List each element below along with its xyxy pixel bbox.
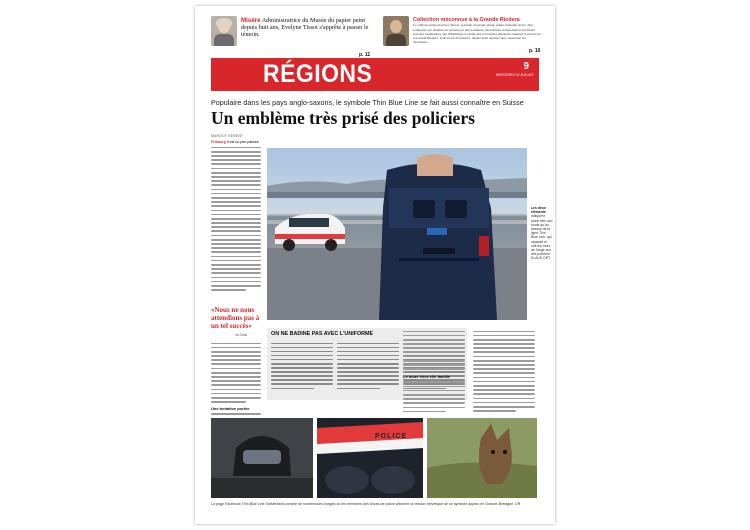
box-title: ON NE BADINE PAS AVEC L'UNIFORME — [271, 331, 374, 337]
photo-dog — [427, 418, 537, 498]
collection-thumbnail — [383, 16, 409, 46]
article-body-column — [211, 140, 261, 293]
photo-helmet-officer — [211, 418, 313, 498]
teaser-right-text: Le château abrite un trésor discret, souvenir du grand auteur. Adèle Guisolan arrive. Des sculptures par dizaines en passant par une poussière, des tribunes d'exploitation aux fleurs sont des exemplaires que l'Hommage n'oublie rien et récupère plusieurs centaines d'œuvres de la Grande Riedera. Tout un été de folklore, depuis deux doucher que conservent les chercheurs. — [413, 23, 541, 45]
article-subhead: Une tentative portée — [211, 405, 250, 411]
main-photo-police-officer — [267, 148, 527, 320]
newspaper-page — [195, 6, 555, 524]
section-title: RÉGIONS — [263, 60, 373, 88]
teaser-left[interactable] — [211, 16, 371, 56]
police-vests-illustration — [317, 418, 423, 498]
portrait-thumbnail — [211, 16, 237, 46]
column-subhead: Le muer chez elle famille — [403, 373, 451, 379]
pull-quote: «Nous ne nous attendions pas à un tel succès» — [211, 306, 260, 330]
dateline-text: Il est un peu partout. — [226, 140, 260, 144]
teaser-left-title: Misère — [241, 17, 261, 24]
pull-quote-source: Jo Cina — [235, 333, 247, 337]
photo-police-vests — [317, 418, 423, 498]
article-column-3 — [403, 328, 465, 415]
article-byline: MARGOT SERENT — [211, 134, 244, 138]
police-label: POLICE — [375, 433, 408, 440]
teaser-right-title: Collection méconnue à la Grande Riedera — [413, 17, 520, 23]
teaser-right-page: p. 10 — [529, 48, 541, 54]
dog-illustration — [427, 418, 537, 498]
teaser-right[interactable] — [383, 16, 541, 56]
article-headline: Un emblème très prisé des policiers — [211, 108, 475, 128]
article-column-4 — [473, 328, 535, 414]
dateline-place: Fribourg — [211, 140, 226, 144]
photo-caption: indiquent aussi bien aux bords qu'au-dessus de la ligne Thin Blue Line, qui séparait et unit les murs de l'ange aux des policiers. KLAUS ORT — [531, 214, 553, 261]
article-kicker: Populaire dans les pays anglo-saxons, le symbole Thin Blue Line se fait aussi connaître en Suisse — [211, 98, 524, 107]
photo-caption-bold: Les deux éléments — [531, 206, 546, 215]
bottom-photo-caption: La page Facebook Thin Blue Line Switzerland compte de nombreuses images où les membres des forces de police arborent la version helvétique de ce symbole apparu en Grande-Bretagne. DR — [211, 502, 521, 506]
teaser-left-page: p. 11 — [359, 52, 371, 58]
section-banner — [211, 58, 539, 91]
helmet-illustration — [211, 418, 313, 498]
page-number: 9 — [523, 61, 529, 72]
page-date: MERCREDI 12 JUILLET — [495, 73, 534, 77]
teaser-left-text: Administratrice du Musée du papier peint depuis huit ans, Evelyne Tissot s'apprête à passer le témoin. — [241, 17, 369, 39]
police-officer-illustration — [267, 148, 527, 320]
